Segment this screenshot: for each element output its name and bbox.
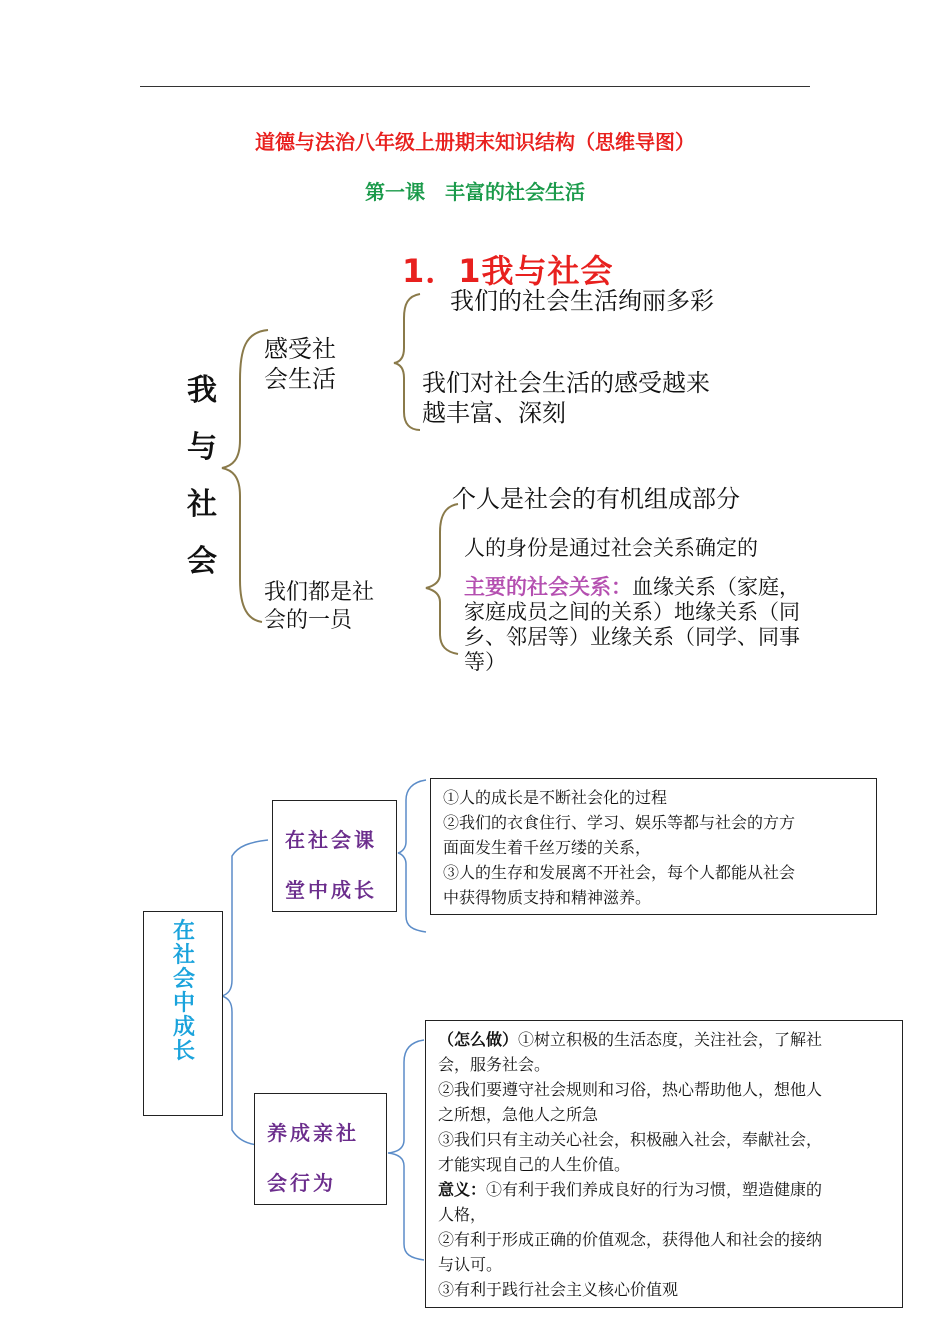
detail-line: ①人的成长是不断社会化的过程: [443, 788, 668, 807]
detail-line: 面面发生着千丝万缕的关系，: [443, 838, 652, 857]
map2-branch1-details: [430, 778, 877, 915]
detail-line: [438, 1027, 890, 1052]
document-title: 道德与法治八年级上册期末知识结构（思维导图）: [255, 130, 695, 154]
detail-line: ③人的生存和发展离不开社会，每个人都能从社会: [443, 863, 796, 882]
meaning-label: 意义：: [438, 1180, 487, 1199]
map1-root-char: 我: [187, 373, 217, 408]
detail-line: ③我们只有主动关心社会，积极融入社会，奉献社会，: [438, 1130, 823, 1149]
meaning-text: ①有利于我们养成良好的行为习惯，塑造健康的: [486, 1180, 823, 1199]
relations-highlight: 主要的社会关系：: [464, 575, 632, 599]
label-line: 感受社: [264, 335, 336, 363]
root-char: 社: [172, 943, 195, 968]
label-line: 养成亲社: [267, 1121, 359, 1145]
label-line: 会的一员: [264, 608, 353, 633]
root-char: 在: [172, 919, 195, 944]
map1-root-char: 社: [187, 487, 217, 522]
detail-line: 会，服务社会。: [438, 1055, 551, 1074]
map2-root-box: [143, 911, 223, 1116]
map1-branch1-label: [264, 334, 336, 394]
root-char: 长: [172, 1039, 195, 1064]
map2-branch2-label: [267, 1108, 377, 1208]
label-line: 我们都是社: [264, 580, 375, 605]
detail-line: 中获得物质支持和精神滋养。: [443, 888, 652, 907]
lesson-title: 第一课 丰富的社会生活: [365, 180, 585, 204]
map1-leaf-colorful-life: 我们的社会生活绚丽多彩: [450, 287, 714, 315]
label-line: 会行为: [267, 1171, 336, 1195]
detail-line: 才能实现自己的人生价值。: [438, 1155, 631, 1174]
root-char: 会: [172, 967, 195, 992]
root-char: 中: [172, 991, 195, 1016]
detail-line: ③有利于践行社会主义核心价值观: [438, 1280, 679, 1299]
map1-root-char: 会: [187, 544, 217, 579]
relations-line: 等）: [464, 650, 506, 674]
map2-branch1-label: [285, 815, 395, 915]
map1-root-char: 与: [187, 430, 217, 465]
detail-line: 与认可。: [438, 1255, 503, 1274]
detail-line: ②我们的衣食住行、学习、娱乐等都与社会的方方: [443, 813, 796, 832]
label-line: 会生活: [264, 365, 336, 393]
map1-leaf-individual: 个人是社会的有机组成部分: [452, 485, 740, 513]
relations-line: 家庭成员之间的关系）地缘关系（同: [464, 600, 800, 624]
map2-root-label: [144, 920, 224, 1064]
detail-line: 人格，: [438, 1205, 487, 1224]
root-char: 成: [172, 1015, 195, 1040]
leaf-line: 越丰富、深刻: [422, 399, 566, 427]
detail-line: [438, 1177, 890, 1202]
map2-branch2-box: [254, 1093, 387, 1205]
section-title: 1．1我与社会: [402, 252, 614, 290]
map1-leaf-relations: [464, 575, 894, 675]
how-label: （怎么做）: [438, 1030, 519, 1049]
detail-line: ②我们要遵守社会规则和习俗，热心帮助他人，想他人: [438, 1080, 823, 1099]
label-line: 堂中成长: [285, 878, 377, 902]
top-rule: [140, 86, 810, 87]
map2-branch2-details: [425, 1020, 903, 1308]
relations-text: 血缘关系（家庭，: [632, 575, 800, 599]
leaf-line: 我们对社会生活的感受越来: [422, 369, 710, 397]
how-text: ①树立积极的生活态度，关注社会，了解社: [518, 1030, 823, 1049]
map1-branch2-label: [264, 579, 374, 635]
detail-line: 之所想，急他人之所急: [438, 1105, 599, 1124]
map1-leaf-feelings: [422, 368, 710, 428]
relations-line: 乡、邻居等）业缘关系（同学、同事: [464, 625, 800, 649]
map1-root: [182, 362, 222, 590]
label-line: 在社会课: [285, 828, 377, 852]
detail-line: ②有利于形成正确的价值观念，获得他人和社会的接纳: [438, 1230, 823, 1249]
map2-branch1-box: [272, 800, 397, 912]
map1-leaf-identity: 人的身份是通过社会关系确定的: [464, 536, 758, 560]
